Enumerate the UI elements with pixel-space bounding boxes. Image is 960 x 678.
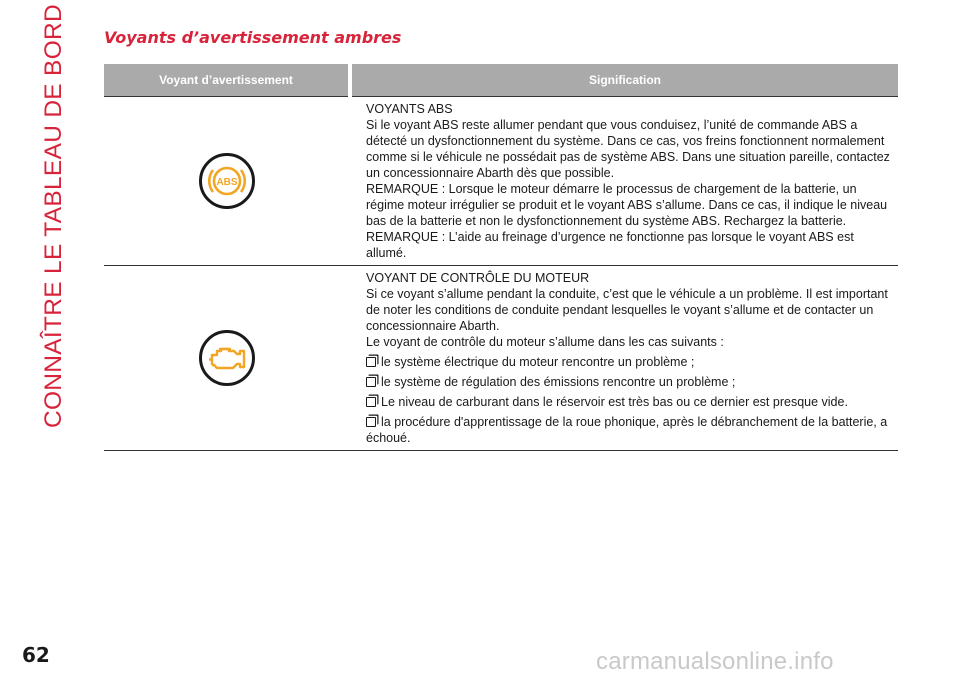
meaning-cell xyxy=(350,97,898,266)
abs-description: Si le voyant ABS reste allumer pendant que vous conduisez, l’unité de commande ABS a détecté un dysfonctionnement du système. Dans ce cas, vos freins fonctionnent normalement comme si le véhicule ne possédait pas de système ABS. Dans une situation pareille, contactez un concessionnaire Abarth dès que possible. xyxy=(366,118,890,180)
table-header-row xyxy=(104,64,898,97)
section-title: Voyants d’avertissement ambres xyxy=(104,28,402,47)
abs-remark-brake-assist: REMARQUE : L’aide au freinage d’urgence ne fonctionne pas lorsque le voyant ABS est allumé. xyxy=(366,230,854,260)
side-chapter-title-text: CONNAÎTRE LE TABLEAU DE BORD xyxy=(40,3,67,429)
list-item xyxy=(366,414,896,446)
engine-check-description: Si ce voyant s’allume pendant la conduite, c’est que le véhicule a un problème. Il est important de noter les conditions de conduite pendant lesquelles le voyant s’allume et de contacter un concessionnaire Abarth. xyxy=(366,287,888,333)
side-chapter-title xyxy=(24,3,84,429)
checkbox-bullet-icon xyxy=(366,377,376,387)
checkbox-bullet-icon xyxy=(366,397,376,407)
abs-title: VOYANTS ABS xyxy=(366,102,453,116)
bullet-text: le système de régulation des émissions rencontre un problème ; xyxy=(381,375,736,389)
checkbox-bullet-icon xyxy=(366,357,376,367)
abs-remark-battery: REMARQUE : Lorsque le moteur démarre le processus de chargement de la batterie, un régime moteur irrégulier se produit et le voyant ABS s’allume. Dans ce cas, il indique le niveau bas de la batterie et non le dysfonctionnement du système ABS. Rechargez la batterie. xyxy=(366,182,888,228)
abs-icon-label: ABS xyxy=(216,177,238,188)
engine-check-title: VOYANT DE CONTRÔLE DU MOTEUR xyxy=(366,271,590,285)
table-row xyxy=(104,97,898,266)
list-item xyxy=(366,374,896,390)
icon-cell xyxy=(104,97,350,266)
abs-warning-icon xyxy=(199,153,255,209)
page-number: 62 xyxy=(22,643,50,667)
bullet-text: le système électrique du moteur rencontre un problème ; xyxy=(381,355,695,369)
checkbox-bullet-icon xyxy=(366,417,376,427)
warning-lights-table xyxy=(104,64,898,451)
column-header-warning-light: Voyant d’avertissement xyxy=(104,64,350,97)
bullet-text: la procédure d'apprentissage de la roue phonique, après le débranchement de la batterie, a échoué. xyxy=(366,415,888,445)
bullet-text: Le niveau de carburant dans le réservoir est très bas ou ce dernier est presque vide. xyxy=(381,395,848,409)
engine-check-icon xyxy=(199,330,255,386)
engine-check-intro: Le voyant de contrôle du moteur s’allume dans les cas suivants : xyxy=(366,335,724,349)
list-item xyxy=(366,394,896,410)
icon-cell xyxy=(104,266,350,451)
watermark: carmanualsonline.info xyxy=(596,648,834,675)
list-item xyxy=(366,354,896,370)
meaning-cell xyxy=(350,266,898,451)
column-header-meaning: Signification xyxy=(350,64,898,97)
table-row xyxy=(104,266,898,451)
